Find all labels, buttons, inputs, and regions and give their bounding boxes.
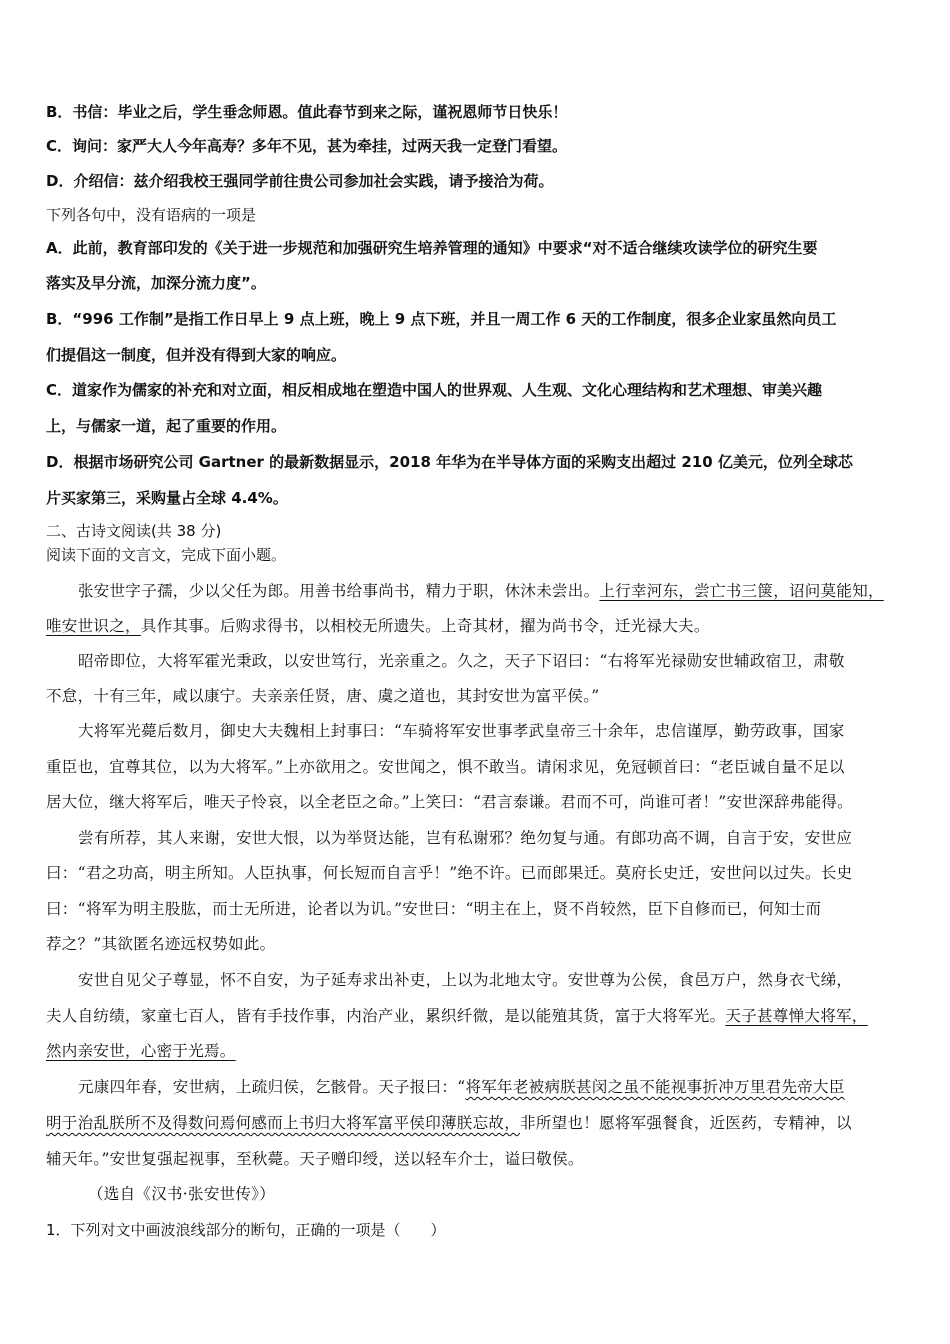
- section-intro: 阅读下面的文言文，完成下面小题。: [46, 546, 287, 564]
- wavy-underlined-text: 将军年老被病朕甚闵之虽不能视事折冲万里君先帝大臣: [465, 1078, 845, 1096]
- wavy-underlined-text: 明于治乱朕所不及得数问焉何感而上书归大将军富平侯印薄朕忘故，: [46, 1114, 521, 1132]
- passage-para6-line2: [46, 1112, 852, 1134]
- grammar-option-d-line1: D．根据市场研究公司 Gartner 的最新数据显示，2018 年华为在半导体方面的采购支出超过 210 亿美元，位列全球芯: [46, 453, 853, 471]
- grammar-option-c-line1: C．道家作为儒家的补充和对立面，相反相成地在塑造中国人的世界观、人生观、文化心理结构和艺术理想、审美兴趣: [46, 381, 823, 399]
- option-b-letter: B．书信：毕业之后，学生垂念师恩。值此春节到来之际，谨祝恩师节日快乐！: [46, 103, 568, 121]
- passage-para4-line1: 尝有所荐，其人来谢，安世大恨，以为举贤达能，岂有私谢邪？绝勿复与通。有郎功高不调，自言于安，安世应: [78, 829, 853, 847]
- grammar-option-d-line2: 片买家第三，采购量占全球 4.4%。: [46, 489, 288, 507]
- passage-para1-line1: [78, 580, 884, 602]
- passage-para5-line3: [46, 1040, 236, 1062]
- option-c-inquiry: C．询问：家严大人今年高寿？多年不见，甚为牵挂，过两天我一定登门看望。: [46, 137, 568, 155]
- passage-text: 元康四年春，安世病，上疏归侯，乞骸骨。天子报曰：“: [78, 1078, 466, 1096]
- passage-para6-line1: [78, 1076, 845, 1098]
- grammar-option-b-line1: B．“996 工作制”是指工作日早上 9 点上班，晚上 9 点下班，并且一周工作 6 天的工作制度，很多企业家虽然向员工: [46, 310, 837, 328]
- passage-para3-line3: 居大位，继大将军后，唯天子怜哀，以全老臣之命。”上笑曰：“君言泰谦。君而不可，尚谁可者！”安世深辞弗能得。: [46, 793, 853, 811]
- passage-source: （选自《汉书·张安世传》）: [88, 1185, 276, 1203]
- passage-para4-line3: 曰：“将军为明主股肱，而士无所进，论者以为讥。”安世曰：“明主在上，贤不肖较然，臣下自修而已，何知士而: [46, 900, 822, 918]
- passage-text: 夫人自纺绩，家童七百人，皆有手技作事，内治产业，累织纤微，是以能殖其货，富于大将军光。: [46, 1007, 726, 1025]
- grammar-option-c-line2: 上，与儒家一道，起了重要的作用。: [46, 417, 287, 435]
- underlined-sentence: 然内亲安世，心密于光焉。: [46, 1042, 236, 1060]
- underlined-sentence: 上行幸河东，尝亡书三箧，诏问莫能知，: [599, 582, 884, 600]
- passage-para2-line1: 昭帝即位，大将军霍光秉政，以安世笃行，光亲重之。久之，天子下诏曰：“右将军光禄勋安世辅政宿卫，肃敬: [78, 652, 845, 670]
- option-d-introduction: D．介绍信：兹介绍我校王强同学前往贵公司参加社会实践，请予接洽为荷。: [46, 172, 554, 190]
- grammar-option-a-line1: A．此前，教育部印发的《关于进一步规范和加强研究生培养管理的通知》中要求“对不适合继续攻读学位的研究生要: [46, 239, 818, 257]
- section-heading: 二、古诗文阅读(共 38 分): [46, 522, 222, 540]
- passage-para1-line2: [46, 615, 710, 637]
- grammar-option-b-line2: 们提倡这一制度，但并没有得到大家的响应。: [46, 346, 347, 364]
- passage-para5-line2: [46, 1005, 868, 1027]
- question-1-stem: 1．下列对文中画波浪线部分的断句，正确的一项是（ ）: [46, 1221, 446, 1239]
- grammar-option-a-line2: 落实及早分流，加深分流力度”。: [46, 274, 266, 292]
- passage-para2-line2: 不怠，十有三年，咸以康宁。夫亲亲任贤，唐、虞之道也，其封安世为富平侯。”: [46, 687, 600, 705]
- passage-text: 非所望也！愿将军强餐食，近医药，专精神，以: [520, 1114, 852, 1132]
- passage-text: 具作其事。后购求得书，以相校无所遗失。上奇其材，擢为尚书令，迁光禄大夫。: [140, 617, 710, 635]
- passage-para4-line2: 曰：“君之功高，明主所知。人臣执事，何长短而自言乎！”绝不许。已而郎果迁。莫府长史迁，安世问以过失。长史: [46, 864, 853, 882]
- passage-text: 张安世字子孺，少以父任为郎。用善书给事尚书，精力于职，休沐未尝出。: [78, 582, 600, 600]
- passage-para3-line2: 重臣也，宜尊其位，以为大将军。”上亦欲用之。安世闻之，惧不敢当。请闲求见，免冠顿首曰：“老臣诚自量不足以: [46, 758, 845, 776]
- passage-para5-line1: 安世自见父子尊显，怀不自安，为子延寿求出补吏，上以为北地太守。安世尊为公侯，食邑万户，然身衣弋绨，: [78, 971, 853, 989]
- passage-para4-line4: 荐之？”其欲匿名迹远权势如此。: [46, 935, 276, 953]
- passage-para3-line1: 大将军光薨后数月，御史大夫魏相上封事曰：“车骑将军安世事孝武皇帝三十余年，忠信谨厚，勤劳政事，国家: [78, 722, 845, 740]
- passage-para6-line3: 辅天年。”安世复强起视事，至秋薨。天子赠印绶，送以轻车介士，谥曰敬侯。: [46, 1150, 584, 1168]
- question-stem-grammar: 下列各句中，没有语病的一项是: [46, 206, 257, 224]
- underlined-sentence: 天子甚尊惮大将军，: [725, 1007, 868, 1025]
- underlined-sentence: 唯安世识之，: [46, 617, 141, 635]
